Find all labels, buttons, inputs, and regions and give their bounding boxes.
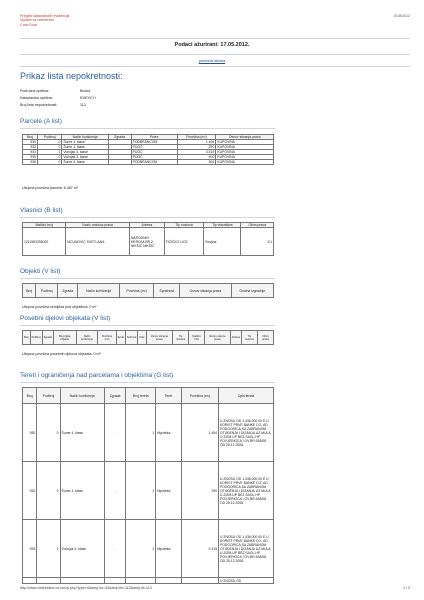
footer-url: http://www.nekretnine.co.me/ip.php?type=rl&amp;ko=33&amp;lis=113&amp;id=113 bbox=[20, 586, 152, 590]
column-header: Teret bbox=[156, 388, 182, 404]
column-header: Način korišćenja bbox=[78, 284, 119, 298]
table-cell: 504 bbox=[177, 160, 216, 165]
table-row bbox=[23, 462, 274, 520]
table-cell: KUPOVINA bbox=[216, 145, 274, 150]
table-cell: Šume 4. klase bbox=[60, 462, 104, 520]
column-header: Broj bbox=[23, 388, 37, 404]
table-cell: NARODNIH HEROJA BR.2 NIKŠIĆ NIKŠIĆ bbox=[129, 228, 164, 256]
column-header: Osnov sticanja prava bbox=[216, 135, 274, 140]
home-link[interactable]: početna strana bbox=[198, 58, 226, 63]
column-header: Obim prava bbox=[241, 223, 274, 228]
table-cell: PODBRANCOM bbox=[131, 140, 177, 145]
table-cell: Svojina bbox=[204, 228, 241, 256]
table-cell: Hipoteka bbox=[156, 462, 182, 520]
org-line: Uprave za nekretnine bbox=[20, 18, 55, 23]
column-header: Naziv nosioca prava bbox=[205, 331, 231, 345]
section-heading-vlasnici: Vlasnici (B list) bbox=[20, 207, 63, 214]
table-cell: - bbox=[104, 404, 126, 462]
column-header: Način korišćenja bbox=[76, 331, 98, 345]
column-header: Površina (m²) bbox=[119, 284, 154, 298]
column-header: Broj bbox=[23, 331, 31, 345]
table-cell: U ZNOSU OD 1.436.000,00 E U KORIST PRVE BANKE CG- AD PODGORICA,SA ZABRANOM OTUĐENJA I DIZANJA UZ.MULA U ZIZM.UP BEZ SAGL.HP, POVJERIOCA I OV.BR.638/08 OD 25.12.2008. bbox=[219, 404, 274, 462]
table-cell: - bbox=[104, 462, 126, 520]
table-cell: KUPOVINA bbox=[216, 160, 274, 165]
table-header-row bbox=[23, 331, 274, 345]
info-label: Broj lista nepokretnosti: bbox=[20, 103, 58, 107]
column-header: Obim prava bbox=[257, 331, 273, 345]
info-label: Područna opština: bbox=[20, 89, 49, 93]
table-header-row bbox=[23, 388, 274, 404]
table-cell: 1 bbox=[126, 404, 156, 462]
column-header: Zgrada bbox=[42, 331, 53, 345]
table-cell: 1 bbox=[38, 150, 62, 155]
table-cell: Šume 4. klase bbox=[60, 404, 104, 462]
column-header: Broj dijela objekta bbox=[53, 331, 76, 345]
parcele-total: Ukupna površina parcela: 6.487 m² bbox=[22, 186, 78, 190]
table-cell: Vočnjak 4. klase bbox=[60, 520, 104, 578]
column-header: Površina (m²) bbox=[98, 331, 116, 345]
column-header: Tip vlasništva bbox=[204, 223, 241, 228]
column-header: Broj bbox=[23, 284, 36, 298]
info-block bbox=[20, 89, 96, 110]
table-cell: 3.419 bbox=[181, 520, 218, 578]
table-cell: U ZNOSU OD 1.436.000,00 E U KORIST PRVE BANKE CG- AD PODGORICA,SA ZABRANOM OTUĐENJA I DIZANJA UZ.MULA U ZIZM.UP BEZ SAGL.HP, POVJERIOCA I OV.BR.638/08 OD 25.12.2008. bbox=[219, 520, 274, 578]
table-cell: 1.494 bbox=[177, 140, 216, 145]
info-label: Katastarska opština: bbox=[20, 96, 53, 100]
column-header: Površina (m²) bbox=[181, 388, 218, 404]
table-cell: 0 bbox=[37, 404, 60, 462]
column-header: Način korišćenja bbox=[62, 135, 108, 140]
table-cell: Vočnjak 4. klase bbox=[62, 150, 108, 155]
column-header: Tip nosioca bbox=[164, 223, 203, 228]
table-cell: 1 bbox=[126, 462, 156, 520]
table-cell: 1211983295020 bbox=[23, 228, 66, 256]
table-cell bbox=[108, 160, 131, 165]
column-header: Sobnost bbox=[125, 331, 138, 345]
posebni-table bbox=[22, 330, 274, 345]
parcele-table bbox=[22, 134, 274, 165]
table-cell: 935 bbox=[23, 155, 38, 160]
column-header: Potes bbox=[131, 135, 177, 140]
table-cell: Šume 4. klase bbox=[62, 160, 108, 165]
column-header: Tip nosioca bbox=[241, 331, 257, 345]
table-cell: PIJOĆ bbox=[131, 150, 177, 155]
column-header: Sprat bbox=[116, 331, 125, 345]
table-cell: 290 bbox=[177, 145, 216, 150]
section-heading-posebni: Posebni djelovi objekata (V list) bbox=[20, 315, 111, 322]
table-cell: PIJOĆ bbox=[131, 155, 177, 160]
column-header: Broj bbox=[23, 135, 38, 140]
column-header: Zgrada bbox=[108, 135, 131, 140]
table-cell: KUPOVINA bbox=[216, 140, 274, 145]
table-cell: Hipoteka bbox=[156, 404, 182, 462]
column-header: Godina izgradnje bbox=[231, 284, 273, 298]
table-cell: 1 bbox=[37, 520, 60, 578]
table-cell: 1.494 bbox=[181, 404, 218, 462]
table-cell: Vočnjak 3. klase bbox=[62, 155, 108, 160]
table-cell: - bbox=[104, 520, 126, 578]
tereti-table bbox=[22, 387, 274, 584]
page-number: 1 / 3 bbox=[403, 586, 410, 590]
table-cell: KUPOVINA bbox=[216, 150, 274, 155]
column-header: Matični broj bbox=[189, 331, 205, 345]
column-header: Osnov sticanja prava bbox=[146, 331, 172, 345]
table-cell: 933 bbox=[23, 150, 38, 155]
table-cell: MCUNOVIĆ SVETLANA bbox=[66, 228, 130, 256]
section-heading-objekti: Objekti (V list) bbox=[20, 268, 61, 275]
objekti-total: Ukupna površina zemljišta pod objektima: 0 m² bbox=[22, 305, 97, 309]
table-row bbox=[23, 520, 274, 578]
table-cell: Šume 4. klase bbox=[62, 145, 108, 150]
table-cell: 1/1 bbox=[241, 228, 274, 256]
vlasnici-table bbox=[22, 222, 274, 256]
org-line: Crna Gora bbox=[20, 22, 37, 27]
table-cell: 3.419 bbox=[177, 150, 216, 155]
table-cell: PIJOĆ bbox=[131, 145, 177, 150]
page-title: Prikaz lista nepokretnosti: bbox=[20, 71, 123, 81]
table-row bbox=[23, 404, 274, 462]
column-header: Podbroj bbox=[37, 388, 60, 404]
table-cell: Hipoteka bbox=[156, 520, 182, 578]
table-cell: U ZNOSU OD 1.436.000,00 E U KORIST PRVE BANKE CG- AD PODGORICA,SA ZABRANOM OTUĐENJA I DIZANJA UZ.MULA U ZIZM.UP BEZ SAGL.HP, POVJERIOCA I OV.BR.638/08 OD 25.12.2008. bbox=[219, 462, 274, 520]
table-cell: FIZIČKO LICE bbox=[164, 228, 203, 256]
table-cell: Šume 4. klase bbox=[62, 140, 108, 145]
table-cell: 400 bbox=[177, 155, 216, 160]
table-cell: PODBRANCOM bbox=[131, 160, 177, 165]
column-header: Osnov sticanja prava bbox=[180, 284, 231, 298]
info-value: Budva bbox=[80, 89, 91, 93]
table-cell: 0 bbox=[37, 462, 60, 520]
table-cell: 0 bbox=[38, 160, 62, 165]
column-header: Tip nosioca bbox=[173, 331, 189, 345]
column-header: Zgrada bbox=[104, 388, 126, 404]
column-header: Broj tereta bbox=[126, 388, 156, 404]
table-cell: 933 bbox=[23, 520, 37, 578]
column-header: Zgrada bbox=[58, 284, 78, 298]
table-row bbox=[23, 160, 274, 165]
objekti-table bbox=[22, 283, 274, 298]
table-cell: 290 bbox=[181, 462, 218, 520]
column-header: Opis tereta bbox=[219, 388, 274, 404]
column-header: Adresa bbox=[230, 331, 241, 345]
column-header: Podbroj bbox=[36, 284, 58, 298]
table-cell: 1 bbox=[126, 520, 156, 578]
table-cell: U ZNOSU OD bbox=[219, 578, 274, 584]
info-value: 113 bbox=[80, 103, 86, 107]
org-header bbox=[20, 14, 70, 27]
table-header-row bbox=[23, 284, 274, 298]
table-row bbox=[23, 578, 274, 584]
updated-date: Podaci ažurirani: 17.05.2012. bbox=[174, 42, 250, 48]
column-header: Način korišćenja bbox=[60, 388, 104, 404]
column-header: Površina (m²) bbox=[177, 135, 216, 140]
table-cell: KUPOVINA bbox=[216, 155, 274, 160]
table-row bbox=[23, 228, 274, 256]
print-date: 5/18/2012 bbox=[394, 14, 410, 18]
org-line: Pregled katastarskih evidencija bbox=[20, 14, 70, 18]
table-cell: 0 bbox=[38, 155, 62, 160]
section-heading-parcele: Parcele (A list) bbox=[20, 118, 62, 125]
column-header: Naziv nosioca prava bbox=[66, 223, 130, 228]
column-header: Ulaz bbox=[138, 331, 146, 345]
column-header: Podbroj bbox=[38, 135, 62, 140]
table-cell: 932 bbox=[23, 462, 37, 520]
column-header: Adresa bbox=[129, 223, 164, 228]
table-cell: 932 bbox=[23, 145, 38, 150]
posebni-total: Ukupna površina posebnih djelova objekata: 0 m² bbox=[22, 352, 101, 356]
column-header: Podbroj bbox=[30, 331, 42, 345]
column-header: Spratnost bbox=[154, 284, 180, 298]
section-heading-tereti: Tereti i ograničenja nad parcelama i objektima (G list) bbox=[20, 372, 174, 379]
column-header: Matični broj bbox=[23, 223, 66, 228]
table-cell: 930 bbox=[23, 404, 37, 462]
table-cell: 0 bbox=[38, 140, 62, 145]
table-cell: 0 bbox=[38, 145, 62, 150]
table-cell: 936 bbox=[23, 160, 38, 165]
table-cell: 930 bbox=[23, 140, 38, 145]
info-value: RIJEVĆI I bbox=[80, 96, 96, 100]
